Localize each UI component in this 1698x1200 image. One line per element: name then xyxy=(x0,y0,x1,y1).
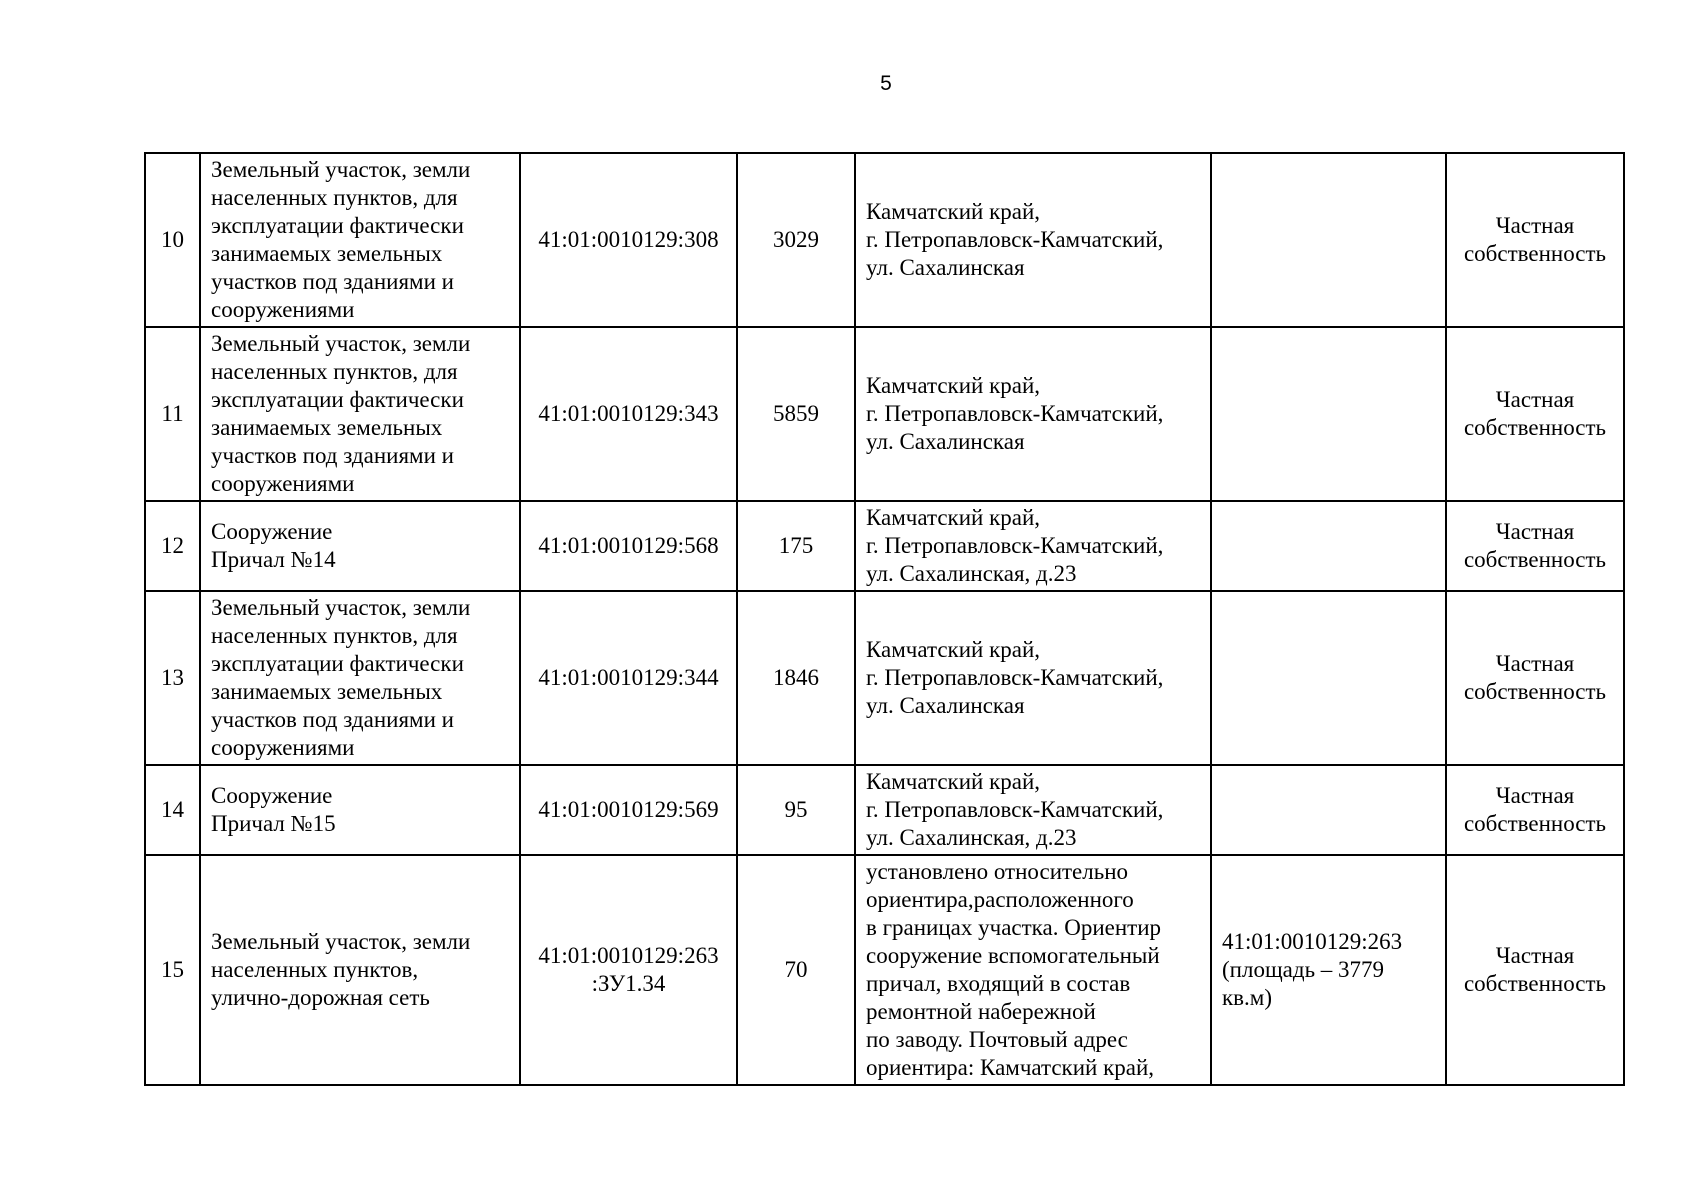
description-cell: Земельный участок, земли населенных пунктов, для эксплуатации фактически занимаемых земельных участков под зданиями и сооружениями xyxy=(200,591,520,765)
ownership-cell: Частная собственность xyxy=(1446,501,1624,591)
table-row xyxy=(145,765,1624,855)
page-number: 5 xyxy=(880,72,892,95)
area-cell: 5859 xyxy=(737,327,855,501)
description-cell: Земельный участок, земли населенных пунктов, улично-дорожная сеть xyxy=(200,855,520,1085)
address-cell: Камчатский край, г. Петропавловск-Камчатский, ул. Сахалинская, д.23 xyxy=(855,765,1211,855)
address-cell: Камчатский край, г. Петропавловск-Камчатский, ул. Сахалинская xyxy=(855,591,1211,765)
table-row xyxy=(145,327,1624,501)
row-number-cell: 10 xyxy=(145,153,200,327)
note-cell xyxy=(1211,501,1446,591)
ownership-cell: Частная собственность xyxy=(1446,153,1624,327)
cadastral-number-cell: 41:01:0010129:308 xyxy=(520,153,737,327)
cadastral-number-cell: 41:01:0010129:569 xyxy=(520,765,737,855)
note-cell xyxy=(1211,591,1446,765)
cadastral-number-cell: 41:01:0010129:263 :ЗУ1.34 xyxy=(520,855,737,1085)
table-row xyxy=(145,501,1624,591)
area-cell: 1846 xyxy=(737,591,855,765)
area-cell: 95 xyxy=(737,765,855,855)
row-number-cell: 14 xyxy=(145,765,200,855)
note-cell xyxy=(1211,153,1446,327)
cadastral-number-cell: 41:01:0010129:568 xyxy=(520,501,737,591)
row-number-cell: 12 xyxy=(145,501,200,591)
cadastral-number-cell: 41:01:0010129:343 xyxy=(520,327,737,501)
row-number-cell: 13 xyxy=(145,591,200,765)
table-row xyxy=(145,591,1624,765)
table-row xyxy=(145,153,1624,327)
ownership-cell: Частная собственность xyxy=(1446,765,1624,855)
area-cell: 175 xyxy=(737,501,855,591)
property-registry-table xyxy=(144,152,1625,1086)
address-cell: Камчатский край, г. Петропавловск-Камчатский, ул. Сахалинская, д.23 xyxy=(855,501,1211,591)
ownership-cell: Частная собственность xyxy=(1446,327,1624,501)
note-cell xyxy=(1211,327,1446,501)
table-row xyxy=(145,855,1624,1085)
row-number-cell: 15 xyxy=(145,855,200,1085)
ownership-cell: Частная собственность xyxy=(1446,855,1624,1085)
description-cell: Земельный участок, земли населенных пунктов, для эксплуатации фактически занимаемых земельных участков под зданиями и сооружениями xyxy=(200,327,520,501)
area-cell: 3029 xyxy=(737,153,855,327)
row-number-cell: 11 xyxy=(145,327,200,501)
address-cell: Камчатский край, г. Петропавловск-Камчатский, ул. Сахалинская xyxy=(855,327,1211,501)
note-cell xyxy=(1211,765,1446,855)
description-cell: Сооружение Причал №15 xyxy=(200,765,520,855)
description-cell: Земельный участок, земли населенных пунктов, для эксплуатации фактически занимаемых земельных участков под зданиями и сооружениями xyxy=(200,153,520,327)
area-cell: 70 xyxy=(737,855,855,1085)
cadastral-number-cell: 41:01:0010129:344 xyxy=(520,591,737,765)
ownership-cell: Частная собственность xyxy=(1446,591,1624,765)
description-cell: Сооружение Причал №14 xyxy=(200,501,520,591)
note-cell: 41:01:0010129:263 (площадь – 3779 кв.м) xyxy=(1211,855,1446,1085)
address-cell: Камчатский край, г. Петропавловск-Камчатский, ул. Сахалинская xyxy=(855,153,1211,327)
address-cell: установлено относительно ориентира,расположенного в границах участка. Ориентир сооружение вспомогательный причал, входящий в состав ремонтной набережной по заводу. Почтовый адрес ориентира: Камчатский край, xyxy=(855,855,1211,1085)
